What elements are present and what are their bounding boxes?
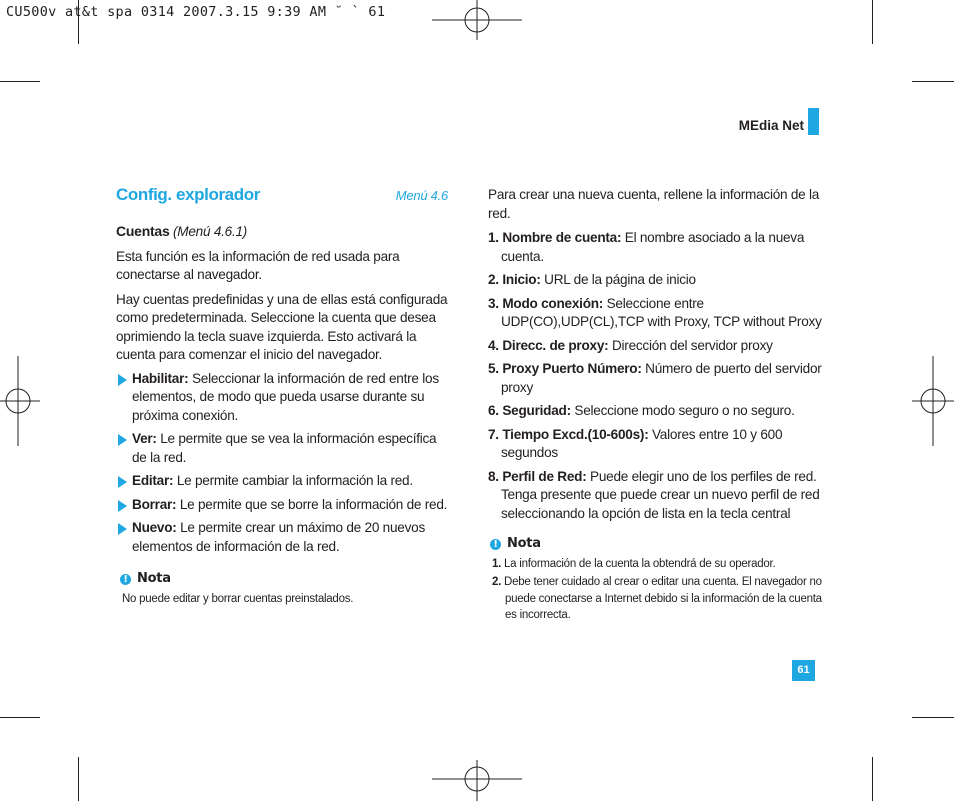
- bullet-term: Borrar:: [132, 496, 177, 512]
- subtitle-label: Cuentas: [116, 223, 170, 239]
- bullet-text: Le permite cambiar la información la red.: [173, 473, 413, 488]
- bullet-item: [116, 430, 448, 467]
- crop-mark: [0, 717, 40, 718]
- arrow-bullet-icon: [118, 500, 127, 512]
- bullet-term: Habilitar:: [132, 370, 189, 386]
- note-title: Nota: [137, 571, 171, 586]
- right-column: [488, 186, 823, 624]
- bullet-item: [116, 472, 448, 491]
- note-item: [488, 574, 823, 624]
- menu-reference: Menú 4.6: [395, 188, 448, 203]
- item-text: Puede elegir uno de los perfiles de red. Tenga presente que puede crear un nuevo perfil de red seleccionando la opción de lista en la tecla central: [501, 468, 820, 521]
- printer-slug: CU500v at&t spa 0314 2007.3.15 9:39 AM ˘ ` 61: [6, 4, 386, 20]
- title-row: [116, 186, 448, 208]
- registration-mark-icon: [912, 356, 954, 446]
- item-term: 3. Modo conexión:: [488, 295, 604, 311]
- subtitle: [116, 222, 448, 242]
- bullet-text: Seleccionar la información de red entre los elementos, de modo que pueda usarse durante su próxima conexión.: [132, 370, 439, 423]
- item-term: 6. Seguridad:: [488, 403, 571, 418]
- item-term: 8. Perfil de Red:: [488, 468, 587, 484]
- item-text: Seleccione entre UDP(CO),UDP(CL),TCP with Proxy, TCP without Proxy: [501, 295, 822, 329]
- item-text: Dirección del servidor proxy: [608, 337, 773, 353]
- note-heading: [116, 570, 448, 589]
- page-number: 61: [792, 660, 815, 681]
- item-text: El nombre asociado a la nueva cuenta.: [501, 230, 805, 264]
- item-term: 2. Inicio:: [488, 272, 541, 287]
- note-item-text: Debe tener cuidado al crear o editar una cuenta. El navegador no puede conectarse a Internet debido si la información de la cuenta es incorrecta.: [501, 576, 822, 621]
- crop-mark: [872, 0, 873, 44]
- note-item: [488, 556, 823, 573]
- note-icon: !: [120, 574, 131, 585]
- arrow-bullet-icon: [118, 374, 127, 386]
- numbered-item: [488, 360, 823, 397]
- bullet-item: [116, 370, 448, 426]
- note-item-number: 2.: [492, 576, 502, 588]
- section-tab: [808, 108, 819, 135]
- paragraph: Esta función es la información de red usada para conectarse al navegador.: [116, 248, 400, 282]
- numbered-item: [488, 271, 823, 290]
- item-text: Número de puerto del servidor proxy: [501, 361, 822, 395]
- bullet-term: Editar:: [132, 473, 174, 488]
- numbered-item: [488, 426, 823, 463]
- numbered-item: [488, 337, 823, 356]
- numbered-item: [488, 402, 823, 421]
- numbered-item: [488, 229, 823, 266]
- subtitle-menu-ref: (Menú 4.6.1): [173, 224, 248, 239]
- crop-mark: [872, 757, 873, 801]
- item-text: Valores entre 10 y 600 segundos: [501, 426, 783, 460]
- paragraph: Hay cuentas predefinidas y una de ellas está configurada como predeterminada. Seleccione la cuenta que desea oprimiendo la tecla suave izquierda. Esto activará la cuenta para comenzar el inicio del navegador.: [116, 291, 448, 362]
- note-title: Nota: [507, 536, 541, 551]
- bullet-item: [116, 519, 448, 556]
- note-item-number: 1.: [492, 557, 502, 570]
- registration-mark-icon: [432, 760, 522, 801]
- item-term: 4. Direcc. de proxy:: [488, 337, 609, 353]
- note-item-text: La información de la cuenta la obtendrá de su operador.: [501, 557, 776, 570]
- bullet-term: Nuevo:: [132, 520, 177, 535]
- crop-mark: [78, 757, 79, 801]
- note-heading: [488, 535, 823, 554]
- numbered-item: [488, 295, 823, 332]
- section-title: MEdia Net: [738, 118, 804, 133]
- bullet-text: Le permite crear un máximo de 20 nuevos elementos de información de la red.: [132, 520, 425, 554]
- arrow-bullet-icon: [118, 523, 127, 535]
- item-term: 1. Nombre de cuenta:: [488, 230, 622, 245]
- intro-paragraph: Para crear una nueva cuenta, rellene la información de la red.: [488, 187, 820, 221]
- bullet-text: Le permite que se vea la información específica de la red.: [132, 431, 437, 465]
- left-column: [116, 186, 448, 607]
- registration-mark-icon: [432, 0, 522, 40]
- note-icon: !: [490, 539, 501, 550]
- note-text: No puede editar y borrar cuentas preinstalados.: [122, 592, 354, 605]
- page-title: Config. explorador: [116, 185, 260, 204]
- bullet-term: Ver:: [132, 431, 157, 446]
- bullet-text: Le permite que se borre la información de red.: [176, 496, 448, 512]
- arrow-bullet-icon: [118, 476, 127, 488]
- bullet-item: [116, 496, 448, 515]
- crop-mark: [0, 81, 40, 82]
- crop-mark: [912, 717, 954, 718]
- item-term: 7. Tiempo Excd.(10-600s):: [488, 426, 649, 442]
- numbered-item: [488, 468, 823, 524]
- item-text: URL de la página de inicio: [540, 272, 696, 287]
- item-text: Seleccione modo seguro o no seguro.: [570, 403, 795, 418]
- crop-mark: [912, 81, 954, 82]
- item-term: 5. Proxy Puerto Número:: [488, 361, 642, 376]
- arrow-bullet-icon: [118, 434, 127, 446]
- registration-mark-icon: [0, 356, 40, 446]
